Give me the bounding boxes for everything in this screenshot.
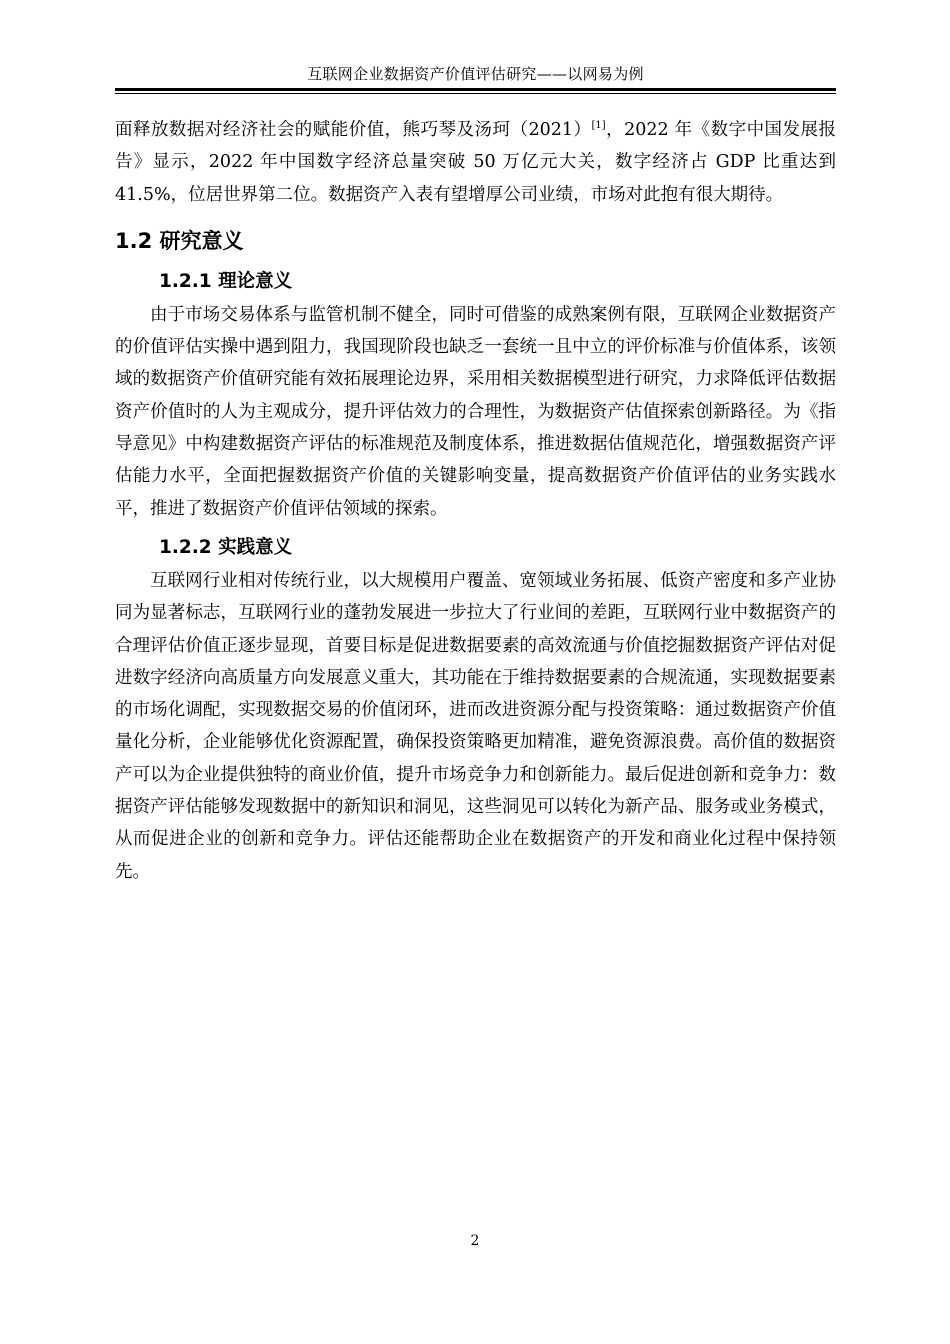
header-rule-thin [115,93,836,94]
section-heading-1-2-1: 1.2.1 理论意义 [159,270,293,292]
theory-significance-paragraph: 由于市场交易体系与监管机制不健全，同时可借鉴的成熟案例有限，互联网企业数据资产的价值评估实操中遇到阻力，我国现阶段也缺乏一套统一且中立的评价标准与价值体系，该领域的数据资产价值研究能有效拓展理论边界，采用相关数据模型进行研究，力求降低评估数据资产价值时的人为主观成分，提升评估效力的合理性，为数据资产估值探索创新路径。为《指导意见》中构建数据资产评估的标准规范及制度体系，推进数据估值规范化，增强数据资产评估能力水平，全面把握数据资产价值的关键影响变量，提高数据资产价值评估的业务实践水平，推进了数据资产价值评估领域的探索。 [115,304,836,519]
practical-significance-paragraph: 互联网行业相对传统行业，以大规模用户覆盖、宽领域业务拓展、低资产密度和多产业协同为显著标志，互联网行业的蓬勃发展进一步拉大了行业间的差距，互联网行业中数据资产的合理评估价值正逐步显现，首要目标是促进数据要素的高效流通与价值挖掘数据资产评估对促进数字经济向高质量方向发展意义重大，其功能在于维持数据要素的合规流通，实现数据要素的市场化调配，实现数据交易的价值闭环，进而改进资源分配与投资策略：通过数据资产价值量化分析，企业能够优化资源配置，确保投资策略更加精准，避免资源浪费。高价值的数据资产可以为企业提供独特的商业价值，提升市场竞争力和创新能力。最后促进创新和竞争力：数据资产评估能够发现数据中的新知识和洞见，这些洞见可以转化为新产品、服务或业务模式，从而促进企业的创新和竞争力。评估还能帮助企业在数据资产的开发和商业化过程中保持领先。 [115,570,836,882]
intro-paragraph [115,114,836,211]
header-rule-thick [115,88,836,91]
intro-text-after-ref: ，2022 年《数字中国发展报告》显示，2022 年中国数字经济总量突破 50 万亿元大关，数字经济占 GDP 比重达到 41.5%，位居世界第二位。数据资产入表有望增厚公司业绩，市场对此抱有很大期待。 [115,120,836,205]
citation-reference: [1] [591,120,606,132]
page-number: 2 [470,1233,480,1249]
section-heading-1-2-2: 1.2.2 实践意义 [159,536,293,558]
running-header: 互联网企业数据资产价值评估研究——以网易为例 [307,65,644,83]
section-heading-1-2: 1.2 研究意义 [115,228,244,253]
intro-text-before-ref: 面释放数据对经济社会的赋能价值，熊巧琴及汤珂（2021） [115,120,592,140]
body-text [115,114,836,888]
